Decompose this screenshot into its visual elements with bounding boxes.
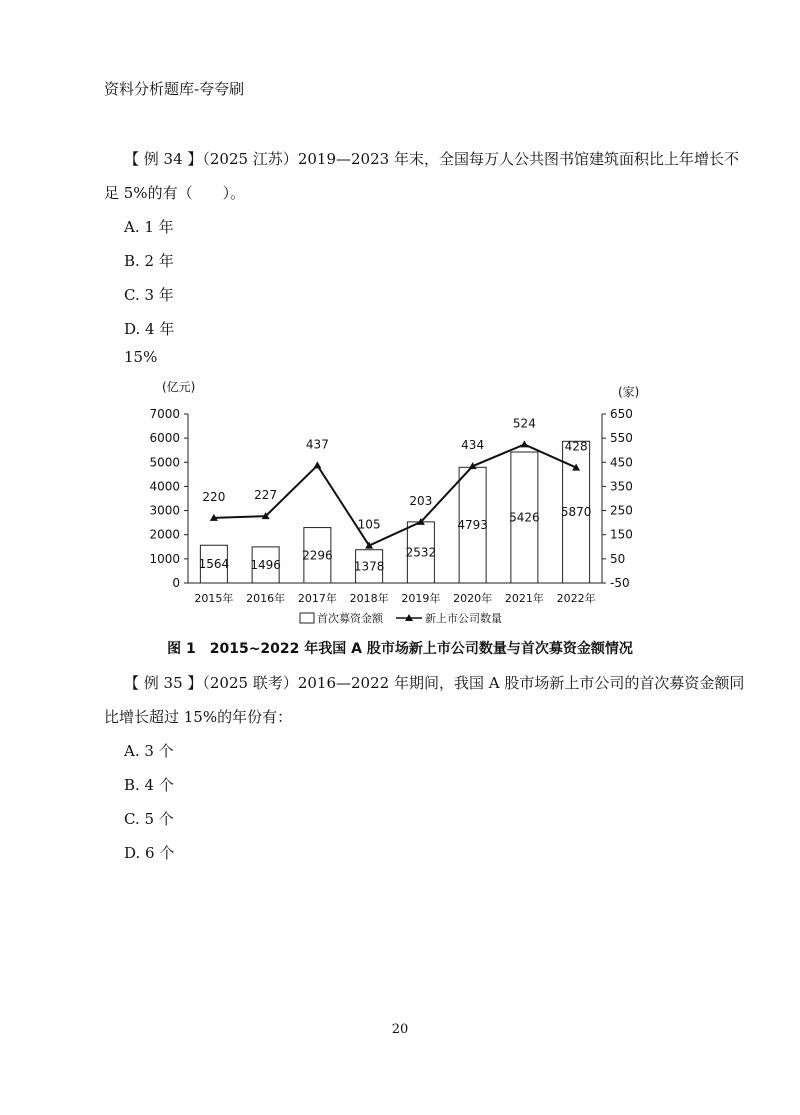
line-value-label: 220 [202,489,226,504]
x-tick-label: 2020年 [453,592,493,605]
bar-value-label: 1564 [198,557,230,572]
right-tick-label: 50 [610,551,626,566]
chart-legend [300,611,502,625]
left-tick-label: 4000 [149,479,180,494]
question-35-option-a: A. 3 个 [124,742,174,760]
line-value-label: 203 [409,493,433,508]
x-tick-label: 2017年 [297,592,337,605]
legend-line-label: 新上市公司数量 [425,612,502,625]
line-value-label: 428 [564,439,588,454]
question-34-stem-line1: 【 例 34 】（2025 江苏）2019—2023 年末，全国每万人公共图书馆建筑面积比上年增长不 [124,150,739,168]
bar-value-label: 1378 [353,559,385,574]
left-tick-label: 3000 [149,503,180,518]
chart-caption: 图 1 2015~2022 年我国 A 股市场新上市公司数量与首次募资金额情况 [167,641,633,657]
question-34-option-a: A. 1 年 [124,218,174,236]
bar-value-label: 5426 [509,510,540,525]
question-34-stem-line2: 足 5%的有（ ）。 [104,184,246,202]
x-tick-label: 2015年 [194,592,234,605]
question-35-stem-line2: 比增长超过 15%的年份有： [104,708,293,726]
x-tick-label: 2019年 [401,592,441,605]
x-tick-label: 2022年 [556,592,596,605]
line-value-label: 105 [357,517,381,532]
right-tick-label: 550 [610,431,633,446]
right-tick-label: 250 [610,503,633,518]
line-point-marker [313,461,321,468]
legend-bar-swatch [300,613,314,623]
right-tick-label: -50 [610,576,630,590]
bar-value-label: 2296 [302,548,333,563]
x-tick-label: 2018年 [349,592,389,605]
page-header: 资料分析题库-夸夸刷 [104,80,245,98]
line-value-label: 227 [254,488,278,503]
question-35-option-b: B. 4 个 [124,776,174,794]
bar-value-label: 4793 [457,518,488,533]
line-value-label: 437 [305,437,329,452]
ipo-chart [140,376,660,634]
line-value-label: 434 [461,438,485,453]
left-tick-label: 5000 [149,455,180,470]
right-axis-unit: (家) [618,385,640,399]
question-34-option-b: B. 2 年 [124,252,174,270]
left-tick-label: 1000 [149,551,180,566]
bar-value-label: 1496 [250,557,281,572]
line-value-label: 524 [512,416,536,431]
handwritten-note: 15% [124,348,158,366]
left-tick-label: 7000 [149,407,180,421]
right-tick-label: 650 [610,407,633,421]
right-tick-label: 350 [610,479,633,494]
bar-value-label: 5870 [560,505,592,520]
right-tick-label: 450 [610,455,633,470]
right-tick-label: 150 [610,527,633,542]
left-tick-label: 2000 [149,527,180,542]
legend-bar-label: 首次募资金额 [317,612,383,625]
question-34-option-d: D. 4 年 [124,320,175,338]
question-35-option-c: C. 5 个 [124,810,174,828]
x-tick-label: 2016年 [246,592,286,605]
question-34-option-c: C. 3 年 [124,286,174,304]
x-tick-label: 2021年 [504,592,544,605]
left-axis-unit: (亿元) [162,380,196,394]
bar-value-label: 2532 [405,545,437,560]
left-tick-label: 6000 [149,431,180,446]
question-35-stem-line1: 【 例 35 】（2025 联考）2016—2022 年期间，我国 A 股市场新上市公司的首次募资金额同 [124,674,745,692]
line-point-marker [520,440,528,447]
question-35-option-d: D. 6 个 [124,844,175,862]
left-tick-label: 0 [172,576,180,590]
page-number: 20 [391,1022,409,1037]
